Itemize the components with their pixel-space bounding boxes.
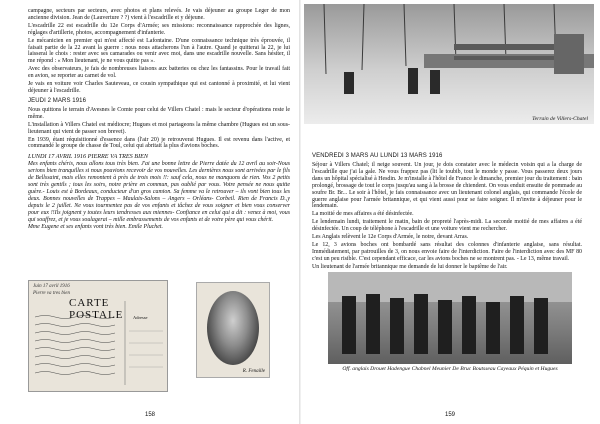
portrait-oval xyxy=(207,291,259,365)
portrait-signature: R. Fenaille xyxy=(242,369,265,374)
right-text-column xyxy=(312,150,582,272)
paragraph: L'escadrille 22 est escadrille du 12e Corps d'Armée; ses missions: reconnaissance rapprochée des lignes, réglages d'artillerie, photos, accompagnement d'infanterie. xyxy=(28,22,290,36)
paragraph: La moitié de mes affaires a été désinfectée. xyxy=(312,211,414,218)
postcard-title: CARTE POSTALE xyxy=(69,297,124,321)
left-text-column xyxy=(28,8,290,232)
letter-paragraph: Mes enfants chéris, nous allons tous très bien. J'ai une bonne lettre de Pierre datée du 12 avril au soir-Nous serions bien tranquilles si nous pouvions recevoir de vos nouvelles. Les dernières nous sont arrivées par le fils de Bellssaint, mais elles remontent à près de trois mois !!: sauf cela, nous ne manquons de rien. Vos 2 petits sont très gentils ; tous les soirs, notre prière en commun, pas oublié par vous. Votre pensée ne nous quitte guère.- Louis est à Bordeaux, conducteur d'un gros camion. Sa femme va le retrouver – ils vont bien tous les deux. Bonnes nouvelles de Trappes – Maulaix-Salons – Angers – Orléans- Corbeil. Rien de Francis D.,y depuis le 2 juillet. Ne vous tourmentez pas de vos enfants et tâchez de vous soigner et bien vous conserver pour eux !!Ils joignent y toutes leurs tendresses aux miennes- Confiance en celui qui a dit : venez à moi, vous qui souffrez, et je vous soulagerai – mille embrassements de vos enfants et de votre père qui vous chérit. xyxy=(28,161,290,223)
paragraph: En 1939, étant réquisitionné d'essence dans (l'air 20) je retrouverai Hugues. Il est revenu dans l'active, et commandé le groupe de chasse de Toul, celui qui abritait la plus d'avions boches. xyxy=(28,136,290,150)
officers-photo-caption: Off. anglais Drouet Hadengue Chabnel Meunier De Bruc Boutsseau Cayeaux Péquin et Hugues xyxy=(342,366,558,372)
page-number-left: 158 xyxy=(144,412,155,418)
paragraph: Un lieutenant de l'armée britannique me demande de lui donner le baptême de l'air. xyxy=(312,263,508,270)
letter-signoff: Mme Eugene et ses enfants vont très bien. Emile Pluchet. xyxy=(28,224,163,231)
postcard-handwritten-note: Pierre va tres bien xyxy=(33,291,70,296)
paragraph: Le lendemain lundi, traitement le matin, bain de propreté l'après-midi. La seconde moitié de mes affaires a été désinfectée. Un coup de téléphone à l'escadrille et une voiture vient me rechercher. xyxy=(312,219,582,233)
paragraph: Avec des observateurs, je fais de nombreuses liaisons aux batteries ou chez les fantassins. Pour le travail fait en avion, se reporter au carnet de vol. xyxy=(28,66,290,80)
officers-group-photo xyxy=(328,272,572,364)
postcard-handwritten-date: Juin 17 avril 1916 xyxy=(33,284,70,289)
paragraph: campagne, secteurs par secteurs, avec photos et plans relevés. Je vais déjeuner au groupe Leger de mon ancienne division. Jean de (Lauverture ? ?) vient à l'escadrille et y déjeune. xyxy=(28,8,290,21)
section-heading: VENDREDI 3 MARS AU LUNDI 13 MARS 1916 xyxy=(312,153,443,159)
airfield-photo-art xyxy=(304,4,594,124)
paragraph: Nous quittons le terrain d'Avesnes le Comte pour celui de Villers Chatel : mais le secteur d'opérations reste le même. xyxy=(28,106,290,120)
section-heading: JEUDI 2 MARS 1916 xyxy=(28,97,87,104)
airfield-photo-caption: Terrain de Villers-Chatel xyxy=(532,116,588,122)
paragraph: Le 12, 3 avions boches ont bombardé sans résultat des colonnes d'infanterie anglaise, sans résultat. Immédiatement, par patrouilles de 3, on nous envoie faire de l'interdiction. Faire de l'interdiction avec des MF 80 c'est un peu risible. C'est cependant efficace, car les avions boches ne se montrent pas. - Le 13, même travail. xyxy=(312,241,582,262)
paragraph: Le mécanicien en premier qui m'est affecté est Lafontaine. D'une connaissance technique très éprouvée, il faisait partie de la 22 avant la guerre : nous nous attacherons l'un à l'autre. Quand je quitterai la 22, je lui laisserai le chois : rester avec ses camarades ou venir avec moi, dans une escadrille nouvelle. Sans hésiter, il me répond : « Mon lieutenant, je ne vous quitte pas ». xyxy=(28,37,290,65)
paragraph: L'installation à Villers Chatel est médiocre; Hugues et moi partageons la même chambre (Hugues est un sous-lieutenant qui vient de passer son brevet). xyxy=(28,121,290,135)
letter-heading: LUNDI 17 AVRIL 1916 PIERRE VA TRES BIEN xyxy=(28,153,149,161)
paragraph: Séjour à Villers Chatel; il neige souvent. Un jour, je dois constater avec le médecin voisin qui a la charge de l'escadrille que j'ai la gale. Ne vous frappez pas (lit le toubib, tout le monde y passe. Vous passerez deux jours dans un hôpital spécialisé à Hesdin. Je m'installe à l'hôtel de France le dimanche, premier jour du traitement : bain prolongé, brossage de tout le corps jusqu'au sang à la brosse de chiendent. On vous enduit ensuite de pommade au soufre Br. Br... Le soir à l'hôtel, je fais connaissance avec un lieutenant colonel anglais, qui commande l'école de guerre anglaise pour l'armée britannique, et qui vient aussi pour se faire soigner. Il m'invite à déjeuner pour le lendemain. xyxy=(312,162,582,210)
airfield-photo xyxy=(304,4,594,124)
page-number-right: 159 xyxy=(444,412,455,418)
postcard-address-label: Adresse xyxy=(133,315,148,320)
right-page xyxy=(300,0,600,424)
paragraph: Je vais en voiture voir Charles Sauteveau, ce cousin sympathique qui est cantonné à proximité, et lui vient déjeuner à l'escadrille. xyxy=(28,81,290,94)
officers-photo-art xyxy=(328,272,572,364)
postcard-image xyxy=(28,280,168,392)
portrait-photo xyxy=(196,282,270,378)
paragraph: Les Anglais relèvent le 12e Corps d'Armée, le notre, devant Arras. xyxy=(312,234,469,241)
